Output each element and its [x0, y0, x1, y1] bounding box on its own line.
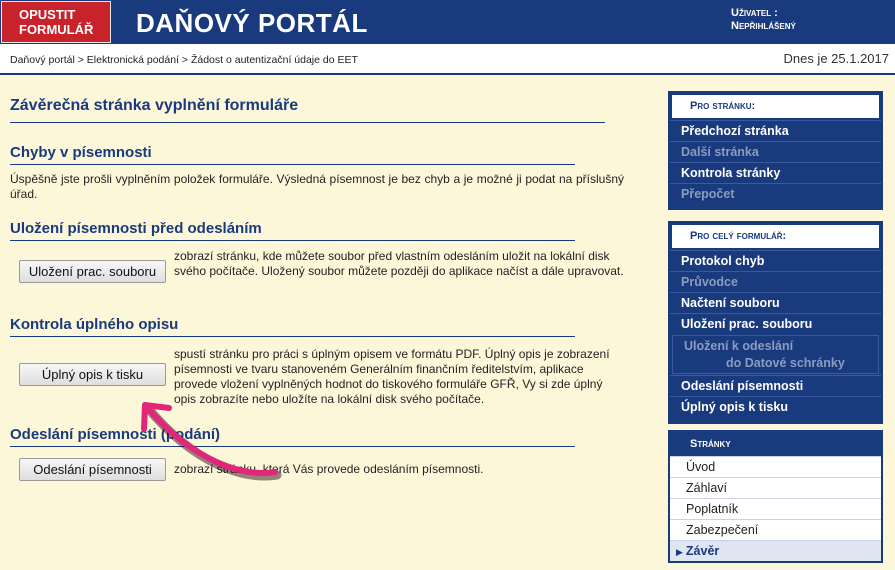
page-link-zabezpeceni[interactable]: Zabezpečení: [670, 519, 881, 540]
save-for-databox-line-2: do Datové schránky: [726, 356, 845, 370]
top-header: [0, 0, 895, 44]
page-link-zaver-label: Závěr: [685, 544, 720, 558]
sidebar-item-next-page: Další stránka: [670, 141, 881, 162]
sidebar-item-full-copy-print[interactable]: Úplný opis k tisku: [670, 396, 881, 417]
user-info: [731, 7, 796, 33]
breadcrumb-separator: >: [179, 54, 191, 66]
full-copy-print-button[interactable]: Úplný opis k tisku: [19, 363, 166, 386]
send-document-button[interactable]: Odeslání písemnosti: [19, 458, 166, 481]
page-link-zaver[interactable]: [670, 540, 881, 561]
save-heading: Uložení písemnosti před odesláním: [10, 220, 575, 241]
page-actions-title: Pro stránku:: [672, 95, 879, 118]
check-text: spustí stránku pro práci s úplným opisem ve formátu PDF. Úplný opis je zobrazení písemnosti ve tvaru stanoveném Generálním finančním ředitelstvím, aplikace provede vložení vyplněných hodnot do tiskového formuláře GFŘ, Vy si zde úplný opis zobrazíte nebo uložíte na lokální disk svého počítače.: [174, 347, 610, 406]
sidebar-item-load-file[interactable]: Načtení souboru: [670, 292, 881, 313]
save-work-file-button[interactable]: Uložení prac. souboru: [19, 260, 166, 283]
sidebar-item-recalculate: Přepočet: [670, 183, 881, 204]
sidebar-item-send-document[interactable]: Odeslání písemnosti: [670, 375, 881, 396]
breadcrumb-item-portal[interactable]: Daňový portál: [10, 54, 75, 66]
errors-heading: Chyby v písemnosti: [10, 144, 575, 165]
sidebar-item-save-work-file[interactable]: Uložení prac. souboru: [670, 313, 881, 334]
save-for-databox-line-1: Uložení k odeslání: [684, 339, 794, 353]
breadcrumb-item-current: Žádost o autentizační údaje do EET: [190, 54, 358, 66]
exit-form-label-1: OPUSTIT: [19, 7, 76, 22]
current-date: Dnes je 25.1.2017: [783, 51, 889, 66]
user-label: Uživatel :: [731, 7, 778, 19]
page-link-poplatnik[interactable]: Poplatník: [670, 498, 881, 519]
page-actions-panel: [668, 91, 883, 210]
form-actions-panel: [668, 221, 883, 424]
breadcrumb-bar: [0, 44, 895, 75]
save-text: zobrazí stránku, kde můžete soubor před vlastním odesláním uložit na lokální disk svého počítače. Uložený soubor můžete později do aplikace načíst a dále upravovat.: [174, 249, 624, 278]
page-link-uvod[interactable]: Úvod: [670, 456, 881, 477]
breadcrumb-item-podani[interactable]: Elektronická podání: [86, 54, 179, 66]
check-heading: Kontrola úplného opisu: [10, 316, 575, 337]
pages-panel: [668, 430, 883, 563]
breadcrumb-separator: >: [74, 54, 87, 66]
breadcrumb: [10, 54, 358, 66]
user-value: Nepřihlášený: [731, 20, 796, 32]
sidebar-item-previous-page[interactable]: Předchozí stránka: [670, 120, 881, 141]
send-text: zobrazí stránku, která Vás provede odesláním písemnosti.: [174, 462, 484, 476]
sidebar-item-error-log[interactable]: Protokol chyb: [670, 250, 881, 271]
pages-title: Stránky: [670, 432, 881, 456]
form-actions-title: Pro celý formulář:: [672, 225, 879, 248]
portal-title: DAŇOVÝ PORTÁL: [136, 8, 368, 38]
send-heading: Odeslání písemnosti (podání): [10, 426, 575, 447]
sidebar-item-save-for-databox: [672, 335, 879, 374]
sidebar-item-check-page[interactable]: Kontrola stránky: [670, 162, 881, 183]
errors-text: Úspěšně jste prošli vyplněním položek formuláře. Výsledná písemnost je bez chyb a je možné ji podat na příslušný úřad.: [10, 172, 624, 201]
page-link-zahlavi[interactable]: Záhlaví: [670, 477, 881, 498]
exit-form-button[interactable]: [1, 1, 111, 43]
sidebar-item-guide: Průvodce: [670, 271, 881, 292]
exit-form-label-2: FORMULÁŘ: [19, 22, 94, 37]
current-page-triangle-icon: ▶: [676, 547, 683, 557]
page-title: Závěrečná stránka vyplnění formuláře: [10, 97, 605, 123]
